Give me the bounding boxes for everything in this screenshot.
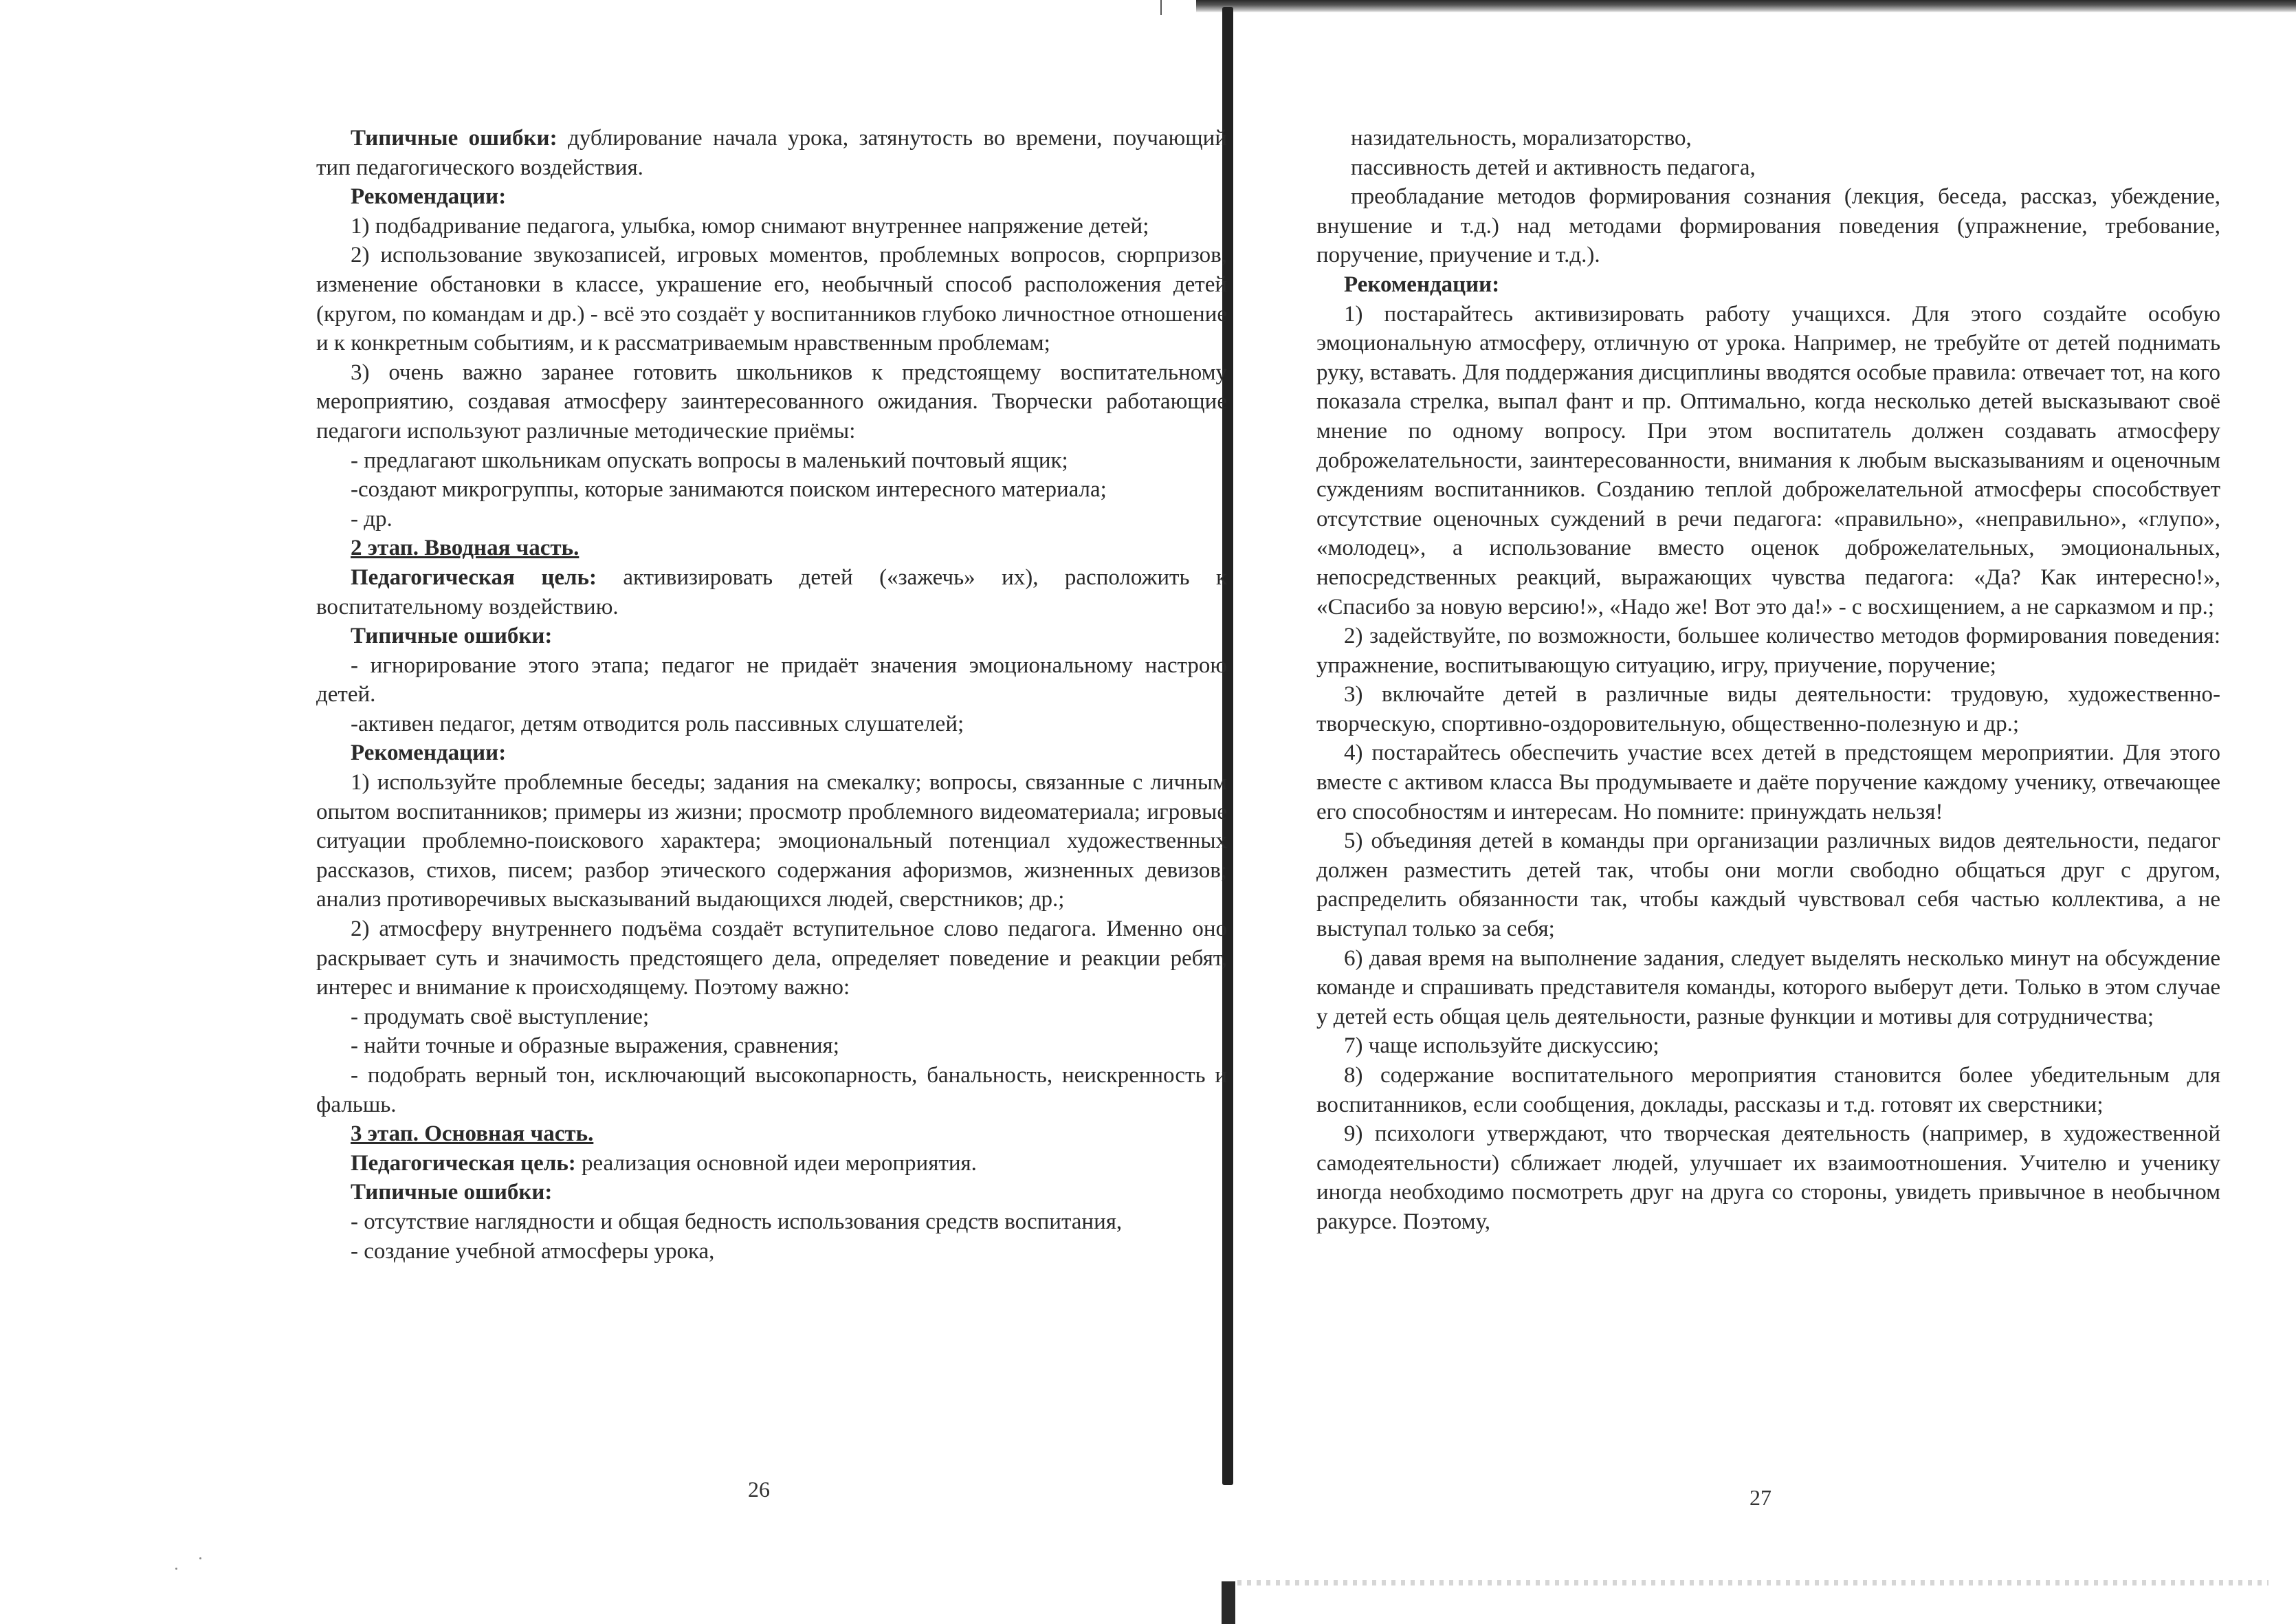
- bold-lead: Рекомендации:: [351, 184, 507, 210]
- book-spine-bottom: [1222, 1581, 1235, 1624]
- paragraph: [1316, 1061, 2220, 1119]
- paragraph-text: - продумать своё выступление;: [351, 1004, 650, 1029]
- paragraph-text: пассивность детей и активность педагога,: [1351, 155, 1756, 180]
- paragraph: [316, 1149, 1227, 1178]
- paragraph: [316, 212, 1227, 241]
- paragraph-text: активизировать детей («зажечь» их), расположить к воспитательному воздействию.: [316, 564, 1227, 619]
- paragraph: [316, 124, 1227, 182]
- paragraph-text: -активен педагог, детям отводится роль пассивных слушателей;: [351, 711, 964, 736]
- paragraph: [316, 651, 1227, 710]
- paragraph-text: - найти точные и образные выражения, сравнения;: [351, 1033, 839, 1059]
- paragraph-text: 9) психологи утверждают, что творческая деятельность (например, в художественной самодеятельности) сближает людей, улучшает их взаимоотношения. Учителю и ученику иногда необходимо посмотреть друг на друга со стороны, увидеть привычное в необычном ракурсе. Поэтому,: [1316, 1121, 2220, 1234]
- paragraph-text: 4) постарайтесь обеспечить участие всех детей в предстоящем мероприятии. Для этого вместе с активом класса Вы продумываете и даёте поручение каждому ученику, отвечающее его способностям и интересам. Но помните: принуждать нельзя!: [1316, 740, 2220, 824]
- paragraph-text: - др.: [351, 506, 393, 531]
- paragraph: [316, 1237, 1227, 1266]
- paragraph-text: 8) содержание воспитательного мероприятия становится более убедительным для воспитанников, если сообщения, доклады, рассказы и т.д. готовят их сверстники;: [1316, 1063, 2220, 1117]
- paragraph: [316, 182, 1227, 212]
- paragraph: [316, 563, 1227, 622]
- paragraph: [1316, 944, 2220, 1032]
- paragraph: [1316, 153, 2220, 183]
- paragraph: [1316, 300, 2220, 622]
- paragraph: [316, 1178, 1227, 1207]
- paragraph-text: -создают микрогруппы, которые занимаются поиском интересного материала;: [351, 477, 1107, 503]
- paragraph: [316, 475, 1227, 505]
- heading-text: 3 этап. Основная часть.: [351, 1121, 594, 1147]
- paragraph-text: - игнорирование этого этапа; педагог не придаёт значения эмоциональному настрою детей.: [316, 652, 1227, 707]
- bold-lead: Типичные ошибки:: [351, 126, 558, 151]
- page-number-right: 27: [1749, 1485, 1771, 1510]
- paragraph-text: 1) используйте проблемные беседы; задания на смекалку; вопросы, связанные с личным опытом воспитанников; примеры из жизни; просмотр проблемного видеоматериала; игровые ситуации проблемно-поискового характера; эмоциональный потенциал художественных рассказов, стихов, писем; разбор этического содержания афоризмов, жизненных девизов; анализ противоречивых высказываний выдающихся людей, сверстников; др.;: [316, 770, 1227, 912]
- heading-text: 2 этап. Вводная часть.: [351, 536, 579, 561]
- paragraph: [316, 914, 1227, 1002]
- left-page: [316, 124, 1227, 1266]
- paragraph-text: 1) постарайтесь активизировать работу учащихся. Для этого создайте особую эмоциональную атмосферу, отличную от урока. Например, не требуйте от детей поднимать руку, вставать. Для поддержания дисциплины вводятся особые правила: отвечает тот, на кого показала стрелка, выпал фант и пр. Оптимально, когда несколько детей высказывают своё мнение по одному вопросу. При этом воспитатель должен создавать атмосферу доброжелательности, заинтересованности, внимания к любым высказываниям и оценочным суждениям воспитанников. Созданию теплой доброжелательной атмосферы способствует отсутствие оценочных суждений в речи педагога: «правильно», «неправильно», «глупо», «молодец», а использование вместо оценок доброжелательных, эмоциональных, непосредственных реакций, выражающих чувства педагога: «Да? Как интересно!», «Спасибо за новую версию!», «Надо же! Вот это да!» - с восхищением, а не сарказмом и пр.;: [1316, 301, 2220, 619]
- paragraph: [1316, 680, 2220, 738]
- paragraph-text: назидательность, морализаторство,: [1351, 126, 1692, 151]
- paragraph-text: - создание учебной атмосферы урока,: [351, 1238, 715, 1264]
- page-number-left: 26: [748, 1477, 770, 1502]
- paragraph: [316, 358, 1227, 446]
- paragraph: [1316, 1031, 2220, 1061]
- paragraph: [316, 1061, 1227, 1119]
- right-page: [1316, 124, 2220, 1237]
- scan-speck: [175, 1568, 177, 1570]
- paragraph: [316, 1031, 1227, 1061]
- paragraph: [316, 241, 1227, 358]
- paragraph-text: 1) подбадривание педагога, улыбка, юмор снимают внутреннее напряжение детей;: [351, 213, 1149, 239]
- section-heading: [316, 1119, 1227, 1149]
- paragraph: [316, 1002, 1227, 1032]
- paragraph-text: 7) чаще используйте дискуссию;: [1344, 1033, 1659, 1059]
- bold-lead: Рекомендации:: [1344, 272, 1500, 297]
- paragraph-text: 3) включайте детей в различные виды деятельности: трудовую, художественно-творческую, спортивно-оздоровительную, общественно-полезную и др.;: [1316, 682, 2220, 736]
- paragraph-text: - подобрать верный тон, исключающий высокопарность, банальность, неискренность и фальшь.: [316, 1063, 1227, 1117]
- paragraph-text: 2) атмосферу внутреннего подъёма создаёт вступительное слово педагога. Именно оно раскрывает суть и значимость предстоящего дела, определяет поведение и реакции ребят, интерес и внимание к происходящему. Поэтому важно:: [316, 917, 1227, 1000]
- paragraph: [316, 768, 1227, 914]
- bold-lead: Типичные ошибки:: [351, 1180, 553, 1205]
- paragraph: [316, 622, 1227, 651]
- paragraph: [1316, 270, 2220, 300]
- paragraph-text: - предлагают школьникам опускать вопросы в маленький почтовый ящик;: [351, 448, 1068, 473]
- paragraph-text: преобладание методов формирования сознания (лекция, беседа, рассказ, убеждение, внушение и т.д.) над методами формирования поведения (упражнение, требование, поручение, приучение и т.д.).: [1316, 184, 2220, 268]
- bold-lead: Педагогическая цель:: [351, 564, 597, 590]
- section-heading: [316, 534, 1227, 563]
- scan-edge-bottom: [1237, 1580, 2269, 1585]
- scan-edge-top: [1196, 0, 2296, 12]
- paragraph: [1316, 182, 2220, 270]
- paragraph: [316, 1207, 1227, 1237]
- bold-lead: Рекомендации:: [351, 740, 507, 766]
- paragraph-text: дублирование начала урока, затянутость во времени, поучающий тип педагогического воздействия.: [316, 126, 1227, 180]
- paragraph-text: 5) объединяя детей в команды при организации различных видов деятельности, педагог должен разместить детей так, чтобы они могли свободно общаться друг с другом, распределить обязанности так, чтобы каждый чувствовал себя частью коллектива, а не выступал только за себя;: [1316, 829, 2220, 942]
- paragraph-text: 3) очень важно заранее готовить школьников к предстоящему воспитательному мероприятию, создавая атмосферу заинтересованного ожидания. Творчески работающие педагоги используют различные методические приёмы:: [316, 360, 1227, 443]
- paragraph: [1316, 622, 2220, 680]
- bold-lead: Педагогическая цель:: [351, 1150, 576, 1176]
- paragraph-text: реализация основной идеи мероприятия.: [575, 1150, 977, 1176]
- paragraph: [316, 446, 1227, 476]
- paragraph: [1316, 738, 2220, 826]
- paragraph: [1316, 1119, 2220, 1236]
- paragraph-text: 2) использование звукозаписей, игровых моментов, проблемных вопросов, сюрпризов, изменение обстановки в классе, украшение его, необычный способ расположения детей (кругом, по командам и др.) - всё это создаёт у воспитанников глубоко личностное отношение и к конкретным событиям, и к рассматриваемым нравственным проблемам;: [316, 243, 1227, 356]
- paragraph: [316, 738, 1227, 768]
- scan-speck: [199, 1557, 201, 1559]
- paragraph: [316, 710, 1227, 739]
- paragraph-text: 2) задействуйте, по возможности, большее количество методов формирования поведения: упражнение, воспитывающую ситуацию, игру, приучение, поручение;: [1316, 624, 2220, 678]
- paragraph: [1316, 124, 2220, 153]
- bold-lead: Типичные ошибки:: [351, 624, 553, 649]
- paragraph-text: 6) давая время на выполнение задания, следует выделять несколько минут на обсуждение команде и спрашивать представителя команды, которого выберут дети. Только в этом случае у детей есть общая цель деятельности, разные функции и мотивы для сотрудничества;: [1316, 945, 2220, 1029]
- scan-mark: [1160, 0, 1162, 15]
- paragraph-text: - отсутствие наглядности и общая бедность использования средств воспитания,: [351, 1209, 1123, 1234]
- paragraph: [1316, 826, 2220, 943]
- paragraph: [316, 505, 1227, 534]
